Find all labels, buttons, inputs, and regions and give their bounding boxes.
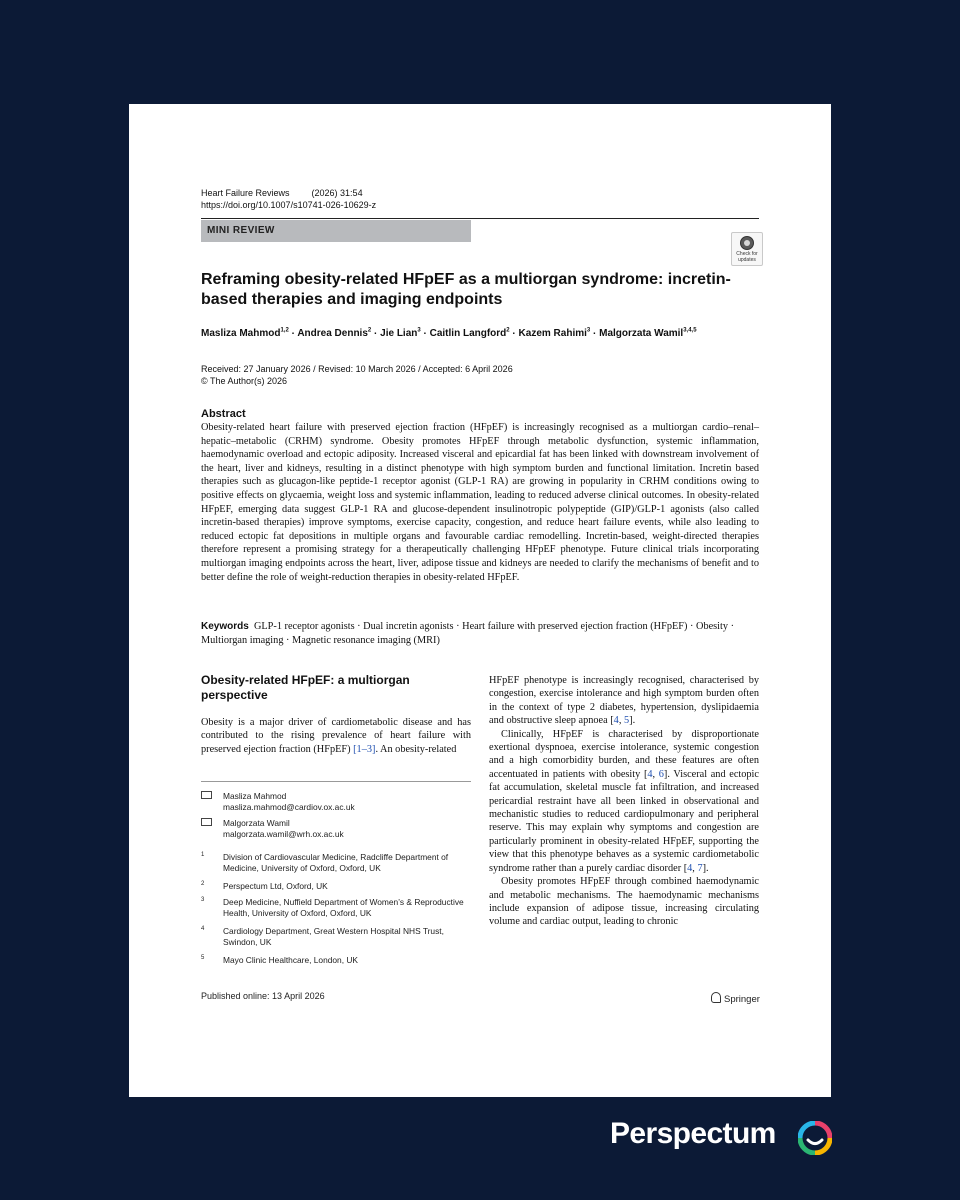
citation-link[interactable]: 6: [658, 768, 664, 780]
affiliation: 1 Division of Cardiovascular Medicine, Radcliffe Department of Medicine, University of Oxford, Oxford, UK: [201, 852, 449, 873]
email-link[interactable]: masliza.mahmod@cardiov.ox.ac.uk: [223, 802, 355, 812]
abstract-text: Obesity-related heart failure with preserved ejection fraction (HFpEF) is increasingly recognised as a multiorgan cardio–renal–hepatic–metabolic (CRHM) syndrome. Obesity promotes HFpEF through metabolic dysfunction, systemic inflammation, haemodynamic overload and ectopic adiposity. Increased visceral and epicardial fat has been linked with downstream involvement of the heart, liver and kidneys, resulting in a distinct phenotype with high symptom burden and functional limitation. Incretin based therapies such as glucagon-like peptide-1 receptor agonist (GLP-1 RA) are growing in popularity in CRHM conditions owing to positive effects on glycaemia, weight loss and systemic inflammation, leading to reduced adverse clinical outcomes. In obesity-related HFpEF, emerging data suggest GLP-1 RA and glucose-dependent insulinotropic polypeptide (GIP)/GLP-1 agonists (also called incretin-based therapies) improve symptoms, exercise capacity, congestion, and reduce heart failure events, while also leading to reduced ectopic fat depositions in multiple organs and favourable cardiac remodelling. Incretin-based, weight-directed therapies therefore represent a promising strategy for a therapeutically challenging HFpEF phenotype. Future clinical trials incorporating multiorgan imaging endpoints across the heart, liver, adipose tissue and kidneys are needed to clarify the mechanisms of benefit and to better define the role of weight-reduction therapies in obesity-related HFpEF.: [201, 422, 759, 583]
author[interactable]: Kazem Rahimi$^3$: [518, 328, 591, 340]
envelope-icon: [201, 791, 212, 799]
brand-o-icon: [798, 1121, 832, 1155]
author[interactable]: Andrea Dennis$^2$: [297, 328, 372, 340]
contact-author: Malgorzata Wamil malgorzata.wamil@wrh.ox.ac.uk: [201, 818, 471, 840]
author[interactable]: Caitlin Langford$^2$: [429, 328, 510, 340]
badge-label-1: Check for: [736, 251, 758, 257]
keywords-label: Keywords: [201, 621, 249, 632]
published-date: Published online: 13 April 2026: [201, 991, 325, 1001]
crossmark-icon: [740, 236, 754, 250]
citation-link[interactable]: 4: [687, 862, 693, 874]
contact-author: Masliza Mahmod masliza.mahmod@cardiov.ox.ac.uk: [201, 791, 471, 813]
author[interactable]: Jie Lian$^3$: [380, 328, 421, 340]
article-title: Reframing obesity-related HFpEF as a multiorgan syndrome: incretin-based therapies and imaging endpoints: [201, 271, 731, 308]
article-type: MINI REVIEW: [207, 225, 275, 236]
springer-horse-icon: [711, 992, 721, 1003]
badge-label-2: updates: [738, 257, 756, 263]
perspectum-logo: [610, 1112, 834, 1160]
email-link[interactable]: malgorzata.wamil@wrh.ox.ac.uk: [223, 829, 344, 839]
brand-name: Perspectum: [610, 1117, 776, 1150]
body-column-left: Obesity is a major driver of cardiometabolic disease and has contributed to the rising prevalence of heart failure with preserved ejection fraction (HFpEF) [1–3]. An obesity-related: [201, 717, 471, 755]
check-for-updates-badge[interactable]: [731, 232, 763, 266]
publisher-logo: [711, 992, 760, 1005]
article-dates: Received: 27 January 2026 / Revised: 10 March 2026 / Accepted: 6 April 2026: [201, 364, 513, 374]
body-column-right: [489, 674, 759, 929]
affiliation: 3 Deep Medicine, Nuffield Department of Women’s & Reproductive Health, University of Oxford, Oxford, UK: [201, 897, 464, 918]
citation-link[interactable]: 4: [647, 768, 653, 780]
keywords: [201, 620, 759, 647]
journal-line: [201, 188, 363, 198]
author[interactable]: Masliza Mahmod$^{1,2}$: [201, 328, 289, 340]
author[interactable]: Malgorzata Wamil$^{3,4,5}$: [599, 328, 697, 340]
publisher-name: Springer: [724, 994, 760, 1005]
paragraph: Obesity promotes HFpEF through combined haemodynamic and metabolic mechanisms. The haemodynamic mechanisms include expansion of adipose tissue, increasing circulating volume and cardiac output, leading to chronic: [489, 876, 759, 928]
journal-name: Heart Failure Reviews: [201, 188, 290, 198]
citation-link[interactable]: [1–3]: [353, 743, 376, 755]
affiliation: 2 Perspectum Ltd, Oxford, UK: [201, 881, 328, 891]
paragraph: HFpEF phenotype is increasingly recognised, characterised by congestion, exercise intolerance and high symptom burden often in the context of type 2 diabetes, hypertension, dyslipidaemia and obstructive sleep apnoea [4, 5].: [489, 675, 759, 727]
section-heading: Obesity-related HFpEF: a multiorgan perspective: [201, 673, 410, 702]
footnote-rule: [201, 781, 471, 782]
citation-link[interactable]: 4: [613, 715, 619, 727]
paper-page: [129, 104, 831, 1097]
journal-volume: (2026) 31:54: [311, 188, 363, 198]
author-list: Masliza Mahmod$^{1,2}$ · Andrea Dennis$^2$ · Jie Lian$^3$ · Caitlin Langford$^2$ · Kazem Rahimi$^3$ · Malgorzata Wamil$^{3,4,5}$: [201, 328, 697, 340]
keywords-text: GLP-1 receptor agonists · Dual incretin agonists · Heart failure with preserved ejection fraction (HFpEF) · Obesity · Multiorgan imaging · Magnetic resonance imaging (MRI): [201, 621, 735, 646]
envelope-icon: [201, 818, 212, 826]
paragraph: Clinically, HFpEF is characterised by disproportionate exertional dyspnoea, exercise intolerance, systemic congestion and a high comorbidity burden, and these features are often accentuated in patients with obesity [4, 6]. Visceral and ectopic fat accumulation, skeletal muscle fat infiltration, and increased pericardial restraint have all been linked in observational and mechanistic studies to reduced cardiopulmonary and peripheral reserve. This may explain why symptoms and congestion are particularly prominent in obesity-related HFpEF, supporting the view that this phenotype behaves as a systemic cardiometabolic syndrome rather than a purely cardiac disorder [4, 7].: [489, 728, 759, 874]
header-rule: [201, 218, 759, 219]
affiliation: 4 Cardiology Department, Great Western Hospital NHS Trust, Swindon, UK: [201, 926, 444, 947]
doi-link[interactable]: https://doi.org/10.1007/s10741-026-10629-z: [201, 200, 377, 210]
citation-link[interactable]: 7: [697, 862, 703, 874]
affiliation: 5 Mayo Clinic Healthcare, London, UK: [201, 955, 358, 965]
article-type-bar: [201, 220, 471, 242]
citation-link[interactable]: 5: [623, 715, 630, 727]
abstract-heading: Abstract: [201, 408, 246, 420]
copyright: © The Author(s) 2026: [201, 376, 288, 386]
